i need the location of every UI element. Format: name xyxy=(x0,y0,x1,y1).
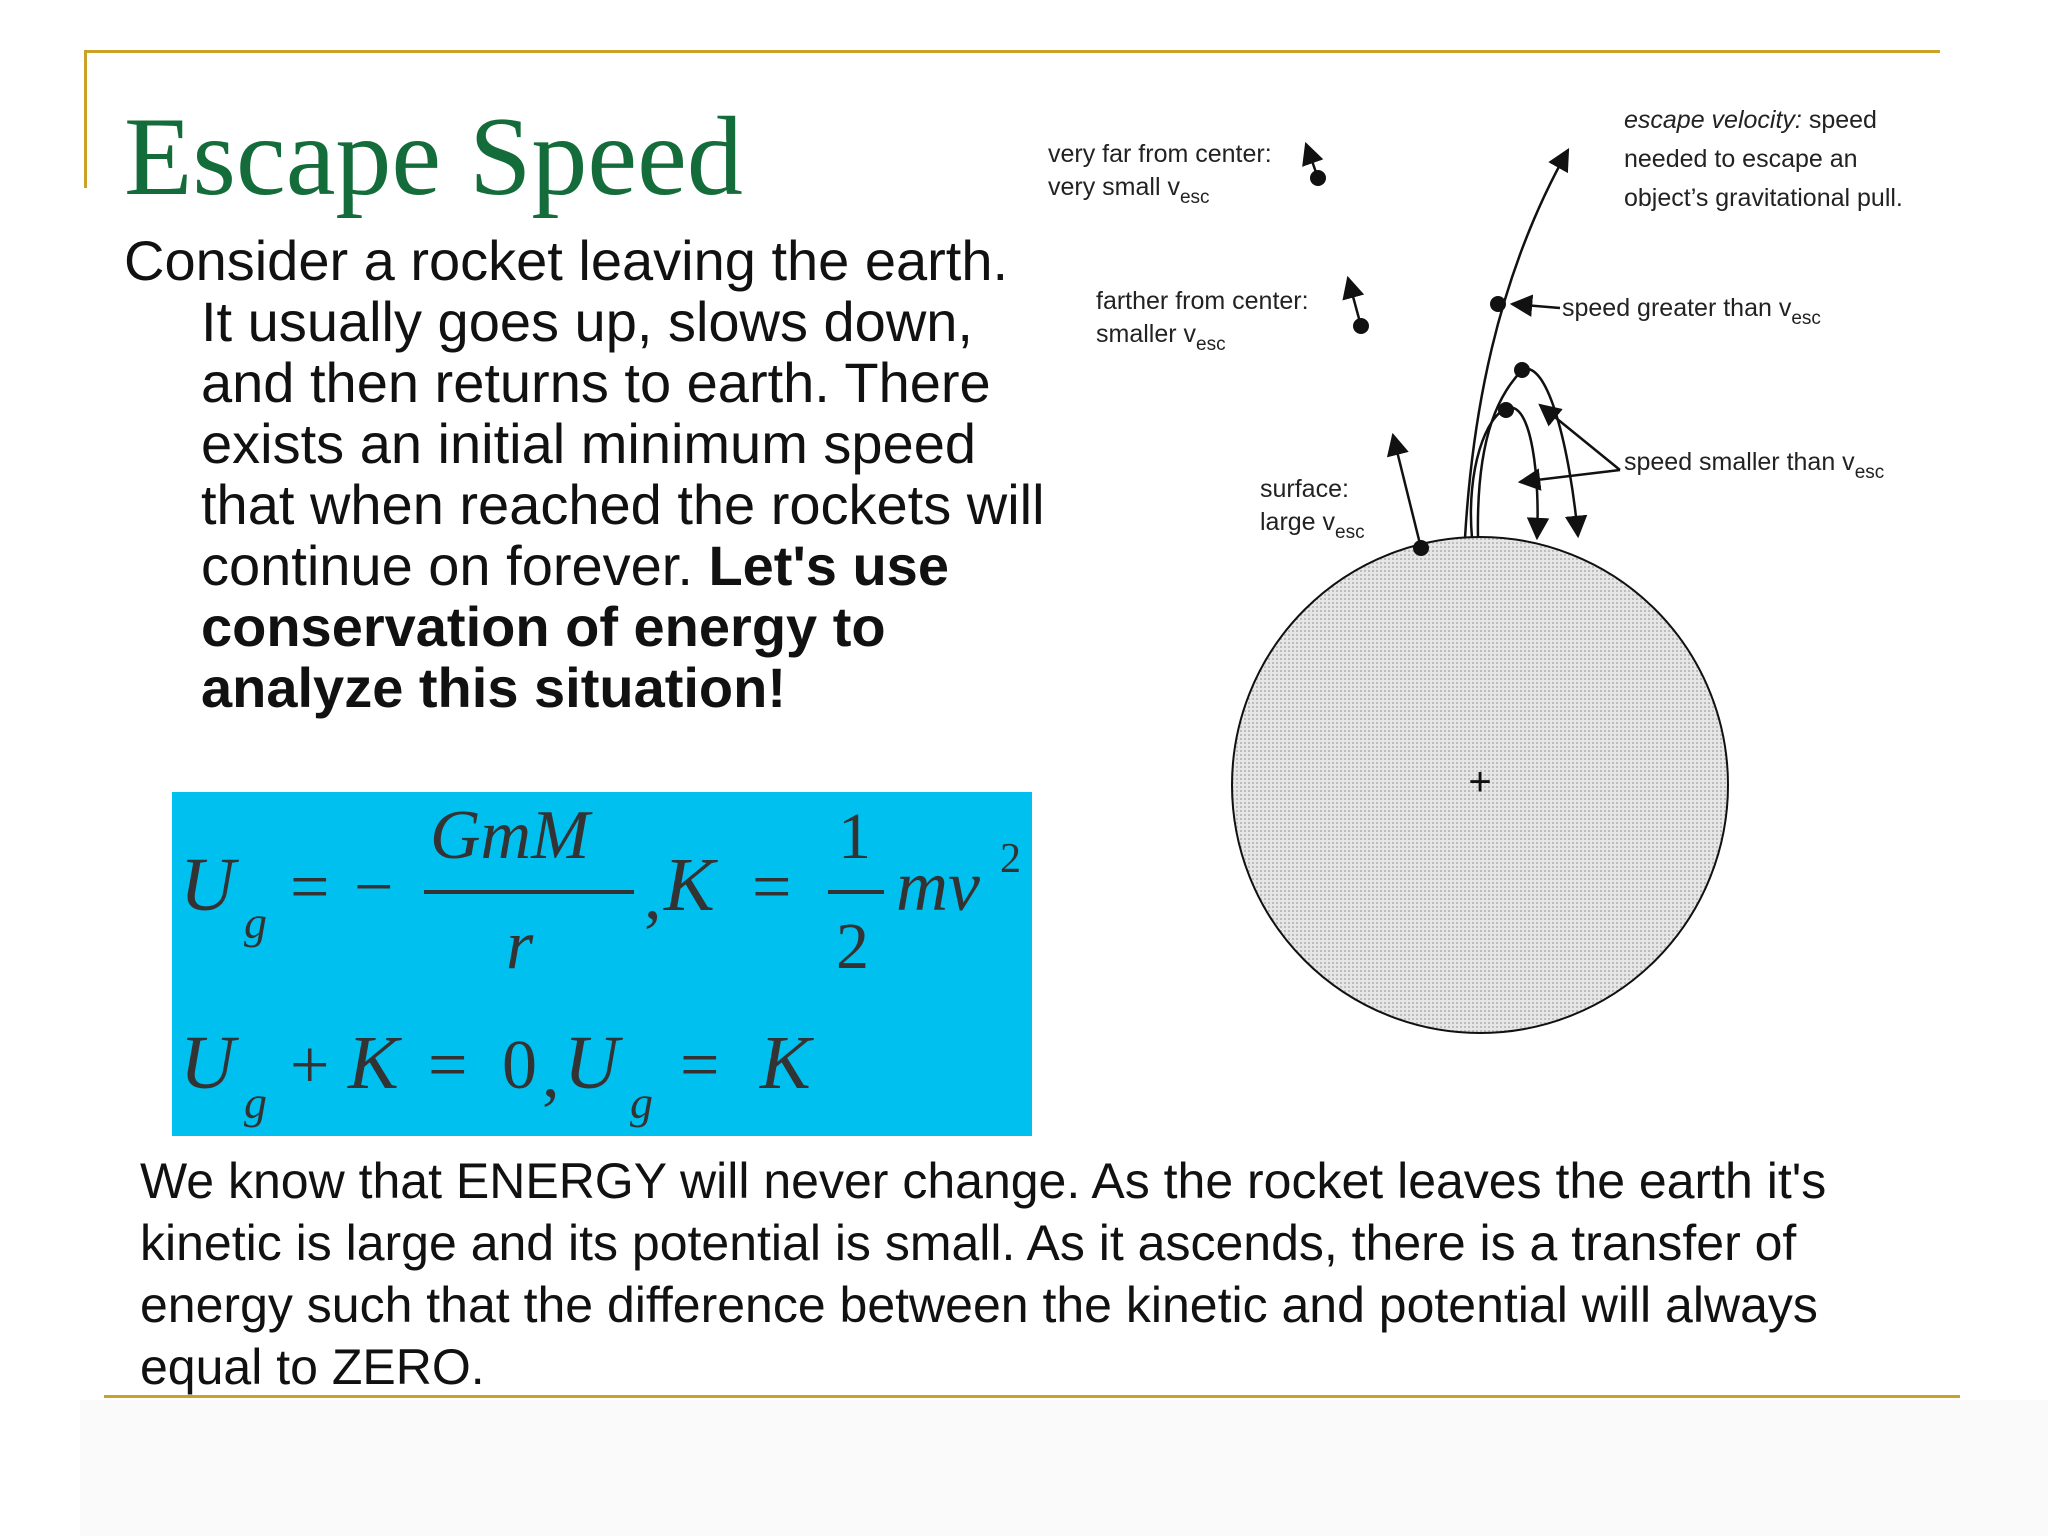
speed-greater-text: speed greater than v xyxy=(1562,294,1792,322)
escape-def-line1 xyxy=(1624,106,1877,134)
bottom-tint xyxy=(80,1400,2048,1536)
speed-greater-label xyxy=(1562,294,1821,329)
formula-box xyxy=(172,792,1032,1136)
formula-half-denominator: 2 xyxy=(836,910,869,983)
speed-smaller-esc-sub: esc xyxy=(1854,462,1885,483)
body-text: Consider a rocket leaving the earth. It usually goes up, slows down, and then returns to earth. There exists an initial minimum speed that when reached the rockets will continue on forever. xyxy=(124,229,1045,597)
formula-g-sub-line2: g xyxy=(244,1077,267,1128)
formula-mv: mv xyxy=(896,846,980,926)
formula-u-line2: U xyxy=(180,1021,235,1105)
formula-numerator: GmM xyxy=(430,797,590,874)
very-far-label-line2 xyxy=(1048,173,1210,208)
formula-g-sub: g xyxy=(244,897,267,948)
very-far-label-text: very small v xyxy=(1048,173,1180,201)
high-return-dot xyxy=(1514,362,1530,378)
farther-esc-sub: esc xyxy=(1196,334,1226,355)
formula-comma: , xyxy=(644,857,662,934)
frame-top-rule xyxy=(84,50,1940,53)
formula-svg xyxy=(172,792,1032,1136)
summary-paragraph: We know that ENERGY will never change. As the rocket leaves the earth it's kinetic is large and its potential is small. As it ascends, there is a transfer of energy such that the difference between the kinetic and potential will always equal to ZERO. xyxy=(140,1153,1827,1395)
formula-k: K xyxy=(664,843,715,927)
formula-g-sub2-line2: g xyxy=(630,1077,653,1128)
slide-title: Escape Speed xyxy=(124,95,743,219)
formula-u2-line2: U xyxy=(564,1021,619,1105)
speed-smaller-pointer-top xyxy=(1540,405,1620,470)
speed-smaller-label xyxy=(1624,448,1884,483)
very-far-esc-sub: esc xyxy=(1179,187,1210,208)
surface-rocket-dot xyxy=(1413,540,1429,556)
body-emphasis: Let's use conservation of energy to analyze this situation! xyxy=(201,534,949,719)
frame-left-rule xyxy=(84,50,87,188)
formula-u: U xyxy=(180,843,235,927)
very-far-label-line1: very far from center: xyxy=(1048,140,1272,168)
low-return-dot xyxy=(1498,402,1514,418)
formula-equals-2: = xyxy=(752,849,792,926)
high-return-trajectory xyxy=(1478,369,1578,538)
formula-square: 2 xyxy=(1000,836,1021,882)
formula-plus: + xyxy=(290,1027,330,1104)
very-far-rocket-dot xyxy=(1310,170,1326,186)
body-paragraph xyxy=(124,230,1054,718)
formula-equals-line2: = xyxy=(428,1027,468,1104)
escape-def-line3: object’s gravitational pull. xyxy=(1624,184,1903,212)
formula-k-line2: K xyxy=(348,1021,399,1105)
speed-greater-esc-sub: esc xyxy=(1791,308,1821,329)
formula-denominator: r xyxy=(506,907,534,984)
escape-def-rest: speed xyxy=(1801,106,1877,134)
escape-def-line2: needed to escape an xyxy=(1624,145,1858,173)
escape-def-italic: escape velocity: xyxy=(1624,106,1802,134)
formula-equals: = xyxy=(290,849,330,926)
farther-label-line1: farther from center: xyxy=(1096,287,1309,315)
speed-greater-pointer xyxy=(1512,304,1560,308)
farther-label-line2 xyxy=(1096,320,1226,355)
surface-label-line1: surface: xyxy=(1260,475,1349,503)
farther-rocket-dot xyxy=(1353,318,1369,334)
formula-minus: − xyxy=(354,849,394,926)
speed-smaller-text: speed smaller than v xyxy=(1624,448,1855,476)
escape-velocity-diagram xyxy=(1040,90,1980,1070)
formula-zero: 0 xyxy=(502,1027,537,1104)
formula-k2-line2: K xyxy=(760,1021,811,1105)
farther-label-text: smaller v xyxy=(1096,320,1197,348)
surface-launch-arrow xyxy=(1393,435,1421,548)
escape-rocket-dot xyxy=(1490,296,1506,312)
formula-half-numerator: 1 xyxy=(838,800,871,873)
surface-label-line2 xyxy=(1260,508,1365,543)
surface-label-text: large v xyxy=(1260,508,1336,536)
planet-center-mark: + xyxy=(1468,760,1492,804)
formula-equals2-line2: = xyxy=(680,1027,720,1104)
surface-esc-sub: esc xyxy=(1335,522,1365,543)
formula-comma-line2: , xyxy=(542,1035,560,1112)
